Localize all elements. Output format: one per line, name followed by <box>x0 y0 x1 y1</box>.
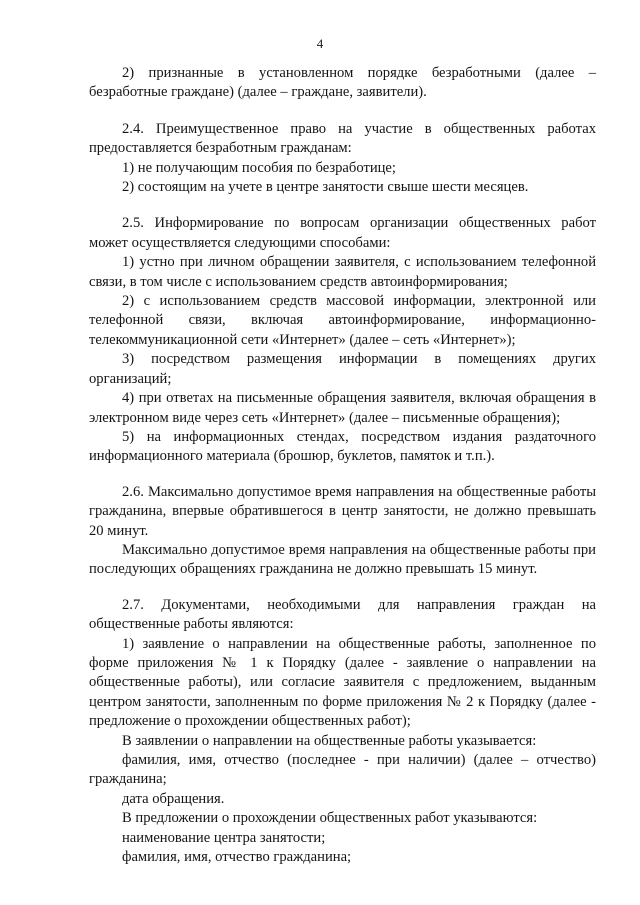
paragraph: дата обращения. <box>122 790 225 807</box>
paragraph: 4) при ответах на письменные обращения заявителя, включая обращения в электронном виде через сеть «Интернет» (далее – письменные обращения); <box>89 390 596 426</box>
paragraph: 1) не получающим пособия по безработице; <box>122 159 396 176</box>
document-body <box>89 64 596 867</box>
paragraph: 5) на информационных стендах, посредством издания раздаточного информационного материала (брошюр, буклетов, памяток и т.п.). <box>89 428 596 465</box>
paragraph: 2.7. Документами, необходимыми для направления граждан на общественные работы являются: <box>89 596 596 633</box>
paragraph: В предложении о прохождении общественных работ указываются: <box>122 810 538 827</box>
spacer <box>89 580 596 596</box>
paragraph: 2) признанные в установленном порядке безработными (далее – безработные граждане) (далее – граждане, заявители). <box>89 65 596 101</box>
paragraph: 2) с использованием средств массовой информации, электронной или телефонной связи, включая автоинформирование, информационно-телекоммуникационной сети «Интернет» (далее – сеть «Интернет»); <box>89 293 596 348</box>
paragraph: 2) состоящим на учете в центре занятости свыше шести месяцев. <box>122 179 529 196</box>
paragraph: 2.4. Преимущественное право на участие в общественных работах предоставляется безработным гражданам: <box>89 120 596 157</box>
paragraph: наименование центра занятости; <box>122 829 326 846</box>
spacer <box>89 197 596 214</box>
paragraph: фамилия, имя, отчество (последнее - при наличии) (далее – отчество) гражданина; <box>89 752 596 788</box>
spacer <box>89 467 596 483</box>
page-number: 4 <box>316 36 324 51</box>
paragraph: 3) посредством размещения информации в помещениях других организаций; <box>89 351 596 387</box>
spacer <box>89 103 596 120</box>
paragraph: 1) заявление о направлении на общественные работы, заполненное по форме приложения № 1 к Порядку (далее - заявление о направлении на общественные работы), или согласие заявителя с предложением, выданным центром занятости, заполненным по форме приложения № 2 к Порядку (далее - предложение о прохождении общественных работ); <box>89 635 596 730</box>
paragraph: 2.5. Информирование по вопросам организации общественных работ может осуществляется следующими способами: <box>89 215 596 251</box>
paragraph: 1) устно при личном обращении заявителя, с использованием телефонной связи, в том числе с использованием средств автоинформирования; <box>89 254 596 290</box>
paragraph: фамилия, имя, отчество гражданина; <box>122 849 352 866</box>
paragraph: В заявлении о направлении на общественные работы указывается: <box>122 732 537 749</box>
paragraph: Максимально допустимое время направления на общественные работы при последующих обращениях гражданина не должно превышать 15 минут. <box>89 541 596 578</box>
paragraph: 2.6. Максимально допустимое время направления на общественные работы гражданина, впервые обратившегося в центр занятости, не должно превышать 20 минут. <box>89 483 596 539</box>
